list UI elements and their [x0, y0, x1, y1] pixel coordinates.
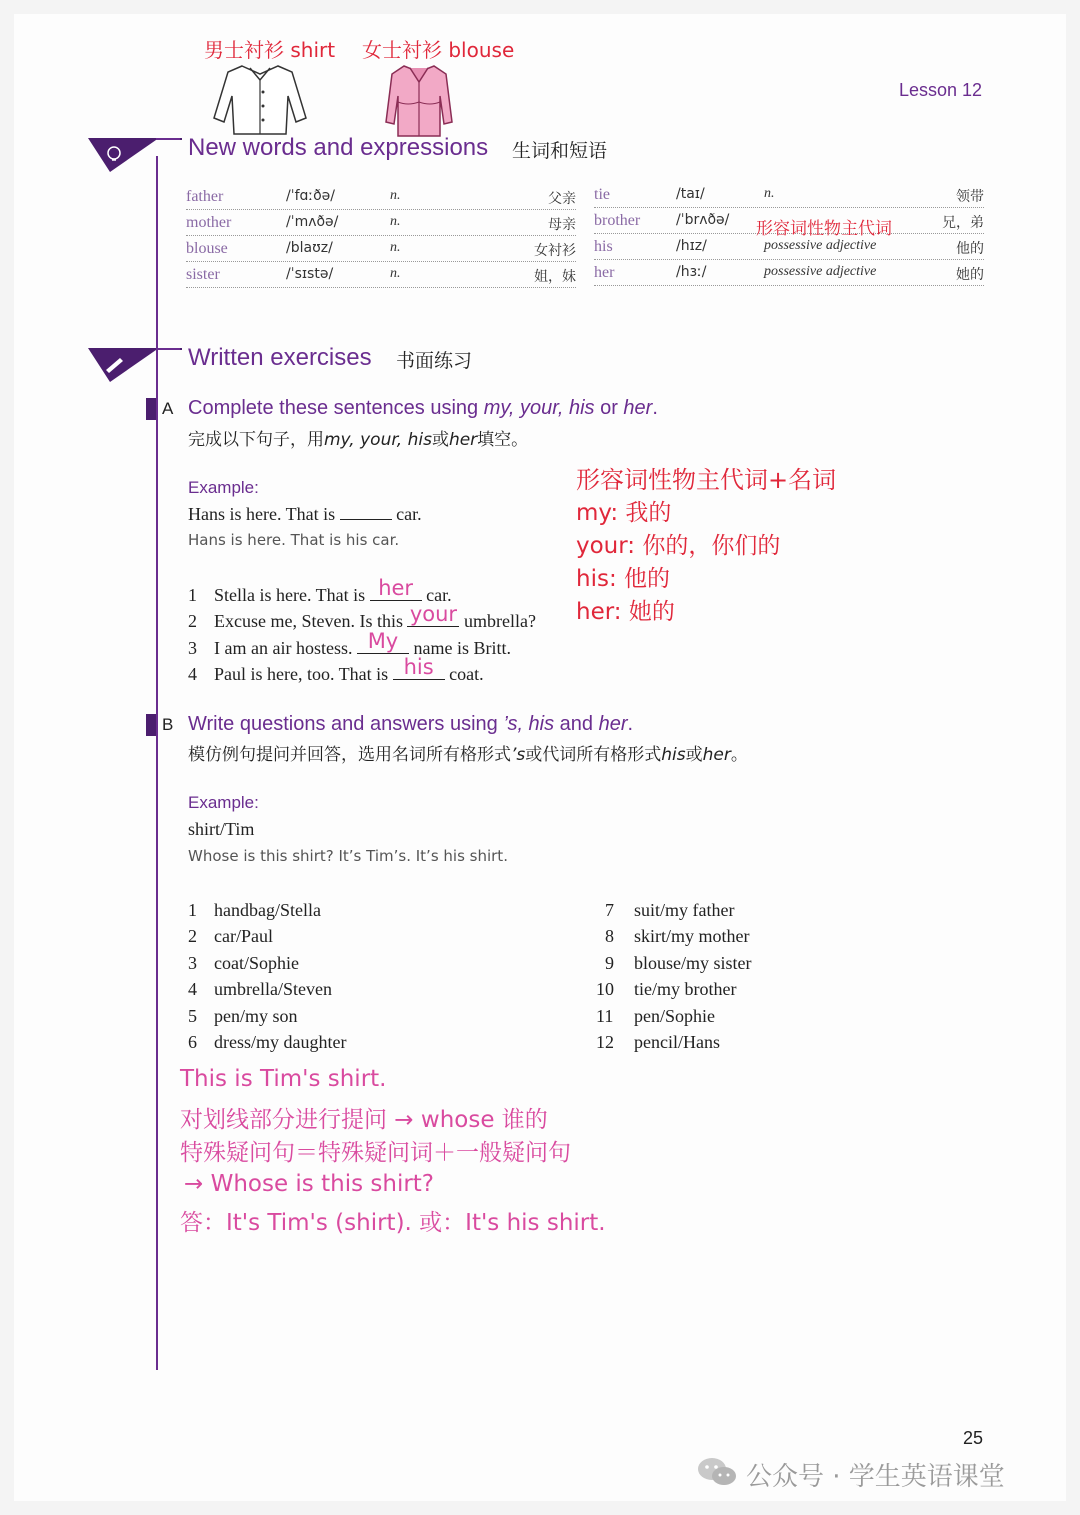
vocab-pos: n.: [390, 240, 401, 255]
note-my: my: 我的: [576, 500, 672, 526]
section-b-marker: [146, 714, 156, 736]
list-item: [188, 950, 346, 976]
written-title: Written exercises: [188, 344, 372, 371]
section-b-example-answer: Whose is this shirt? It’s Tim’s. It’s his shirt.: [188, 847, 508, 865]
section-a-example-label: Example:: [188, 478, 259, 497]
shirt-illustration: [210, 60, 310, 138]
list-item: [596, 976, 752, 1002]
item-number: 7: [605, 900, 614, 920]
vocab-ipa: /hɜː/: [676, 264, 707, 280]
vocab-ipa: /hɪz/: [676, 238, 707, 254]
item-number: 5: [188, 1005, 197, 1026]
list-item: [596, 1029, 752, 1055]
exercise-a-item: [188, 655, 484, 685]
vocab-cn: 父亲: [548, 191, 576, 207]
handwritten-answer: your: [409, 602, 458, 626]
wechat-icon: [696, 1454, 738, 1490]
item-text: Stella is here. That is: [214, 585, 366, 605]
subtitle-text: 或: [431, 430, 449, 450]
vocab-cn: 姐，妹: [534, 269, 576, 285]
title-text: .: [652, 397, 658, 419]
watermark: 公众号 · 学生英语课堂: [746, 1462, 1005, 1492]
title-words: ’s, his: [503, 713, 555, 735]
note-b-whose: 对划线部分进行提问 → whose 谁的: [180, 1107, 548, 1133]
subtitle-words: my, your, his: [324, 430, 432, 450]
answer-blank[interactable]: [393, 655, 445, 680]
section-a-subtitle: [188, 425, 528, 450]
vocab-cn: 领带: [956, 189, 984, 205]
section-b-left-list: [188, 897, 346, 1055]
list-item: [596, 950, 752, 976]
exercise-a-item: [188, 629, 511, 659]
vocab-word: mother: [186, 214, 232, 231]
item-number: 2: [188, 926, 197, 947]
item-text: umbrella?: [463, 611, 536, 631]
item-number: 1: [188, 585, 197, 605]
shirt-label: 男士衬衫 shirt: [204, 38, 336, 62]
item-number: 4: [188, 664, 197, 684]
item-text: pen/Sophie: [634, 1005, 715, 1026]
vocab-word: father: [186, 188, 224, 205]
list-item: [188, 1003, 346, 1029]
item-text: Excuse me, Steven. Is this: [214, 611, 403, 631]
vocab-row: [594, 234, 984, 260]
subtitle-words: her: [702, 745, 731, 765]
vocab-word: blouse: [186, 240, 228, 257]
note-b-statement: This is Tim's shirt.: [180, 1066, 387, 1092]
example-blank: [340, 504, 392, 520]
item-text: handbag/Stella: [214, 900, 321, 920]
section-b-example-question: shirt/Tim: [188, 819, 255, 839]
written-title-cn: 书面练习: [396, 350, 473, 372]
title-text: .: [627, 713, 634, 735]
item-number: 4: [188, 979, 197, 1000]
item-text: suit/my father: [634, 900, 735, 920]
item-text: I am an air hostess.: [214, 638, 353, 658]
note-his: his: 他的: [576, 566, 671, 592]
vocab-word: her: [594, 264, 615, 281]
section-b-right-list: [596, 897, 752, 1055]
subtitle-text: 或代词所有格形式: [525, 745, 662, 765]
item-number: 1: [188, 900, 197, 920]
list-item: [188, 897, 346, 923]
example-text: car.: [396, 504, 422, 524]
note-b-rule: 特殊疑问句＝特殊疑问词＋一般疑问句: [180, 1140, 571, 1166]
item-text: pencil/Hans: [634, 1032, 720, 1053]
list-item: [596, 897, 752, 923]
vocab-ipa: /ˈbrʌðə/: [676, 212, 730, 228]
new-words-title-cn: 生词和短语: [512, 140, 608, 162]
item-number: 9: [605, 952, 614, 973]
item-text: name is Britt.: [413, 638, 511, 658]
handwritten-answer: My: [367, 629, 399, 653]
section-a-marker: [146, 398, 156, 420]
exercise-a-item: [188, 602, 536, 632]
section-a-example-question: [188, 504, 422, 525]
item-text: car.: [426, 585, 452, 605]
vocab-row: [186, 210, 576, 236]
vocab-pos: n.: [390, 214, 401, 229]
vocab-cn: 母亲: [548, 217, 576, 233]
handwritten-answer: her: [378, 576, 414, 600]
vocab-pos: possessive adjective: [764, 264, 877, 279]
vocab-row: [186, 184, 576, 210]
section-b-subtitle: [188, 740, 748, 765]
title-words: her: [623, 397, 653, 419]
list-item: [596, 1003, 752, 1029]
answer-blank[interactable]: [370, 576, 422, 601]
vocab-word: sister: [186, 266, 220, 283]
vocab-ipa: /blaʊz/: [286, 240, 333, 256]
vocab-word: brother: [594, 212, 641, 229]
vocab-row: [186, 236, 576, 262]
item-text: coat/Sophie: [214, 952, 299, 973]
subtitle-text: 。: [730, 745, 748, 765]
section-a-letter: A: [162, 399, 174, 418]
vocab-ipa: /taɪ/: [676, 186, 705, 202]
new-words-title: New words and expressions: [188, 134, 489, 161]
item-text: skirt/my mother: [634, 926, 750, 947]
note-possessive: 形容词性物主代词+名词: [576, 466, 837, 494]
title-text: Write questions and answers using: [188, 713, 504, 735]
vocab-cn: 他的: [956, 241, 984, 257]
title-text: Complete these sentences using: [188, 397, 484, 419]
section-a-example-answer: Hans is here. That is his car.: [188, 531, 400, 549]
vocab-row: [594, 208, 984, 239]
item-number: 12: [596, 1032, 614, 1053]
vocab-row: [594, 182, 984, 208]
vocab-right: [594, 182, 984, 292]
item-text: tie/my brother: [634, 979, 737, 1000]
header-bar: [156, 138, 180, 140]
subtitle-text: 填空。: [477, 430, 529, 450]
vocab-handwritten-note: 形容词性物主代词: [756, 219, 892, 239]
title-words: my, your, his: [483, 397, 595, 419]
lesson-label: Lesson 12: [899, 80, 983, 100]
section-b-example-label: Example:: [188, 793, 259, 812]
blouse-label: 女士衬衫 blouse: [362, 38, 515, 62]
blouse-illustration: [384, 62, 454, 140]
list-item: [188, 923, 346, 949]
vocab-ipa: /ˈfɑːðə/: [286, 188, 335, 204]
item-text: Paul is here, too. That is: [214, 664, 389, 684]
item-number: 6: [188, 1032, 197, 1053]
vocab-row: [594, 260, 984, 286]
vocab-row: [186, 262, 576, 288]
vocab-ipa: /ˈmʌðə/: [286, 214, 339, 230]
item-text: umbrella/Steven: [214, 979, 332, 1000]
vocab-pos: n.: [390, 188, 401, 203]
item-text: blouse/my sister: [634, 952, 752, 973]
item-number: 11: [596, 1005, 614, 1026]
list-item: [188, 1029, 346, 1055]
vocab-cn: 女衬衫: [534, 243, 576, 259]
vocab-cn: 她的: [956, 267, 984, 283]
item-number: 2: [188, 611, 197, 631]
item-text: dress/my daughter: [214, 1032, 347, 1053]
section-b-letter: B: [162, 715, 174, 734]
item-number: 3: [188, 952, 197, 973]
list-item: [188, 976, 346, 1002]
example-text: Hans is here. That is: [188, 504, 336, 524]
note-her: her: 她的: [576, 599, 675, 625]
vocab-pos: n.: [390, 266, 401, 281]
subtitle-words: her: [448, 430, 478, 450]
lightbulb-icon: [86, 136, 182, 176]
item-text: pen/my son: [214, 1005, 298, 1026]
answer-blank[interactable]: [357, 629, 409, 654]
vocab-word: tie: [594, 186, 610, 203]
vocab-cn: 兄，弟: [942, 215, 984, 231]
item-text: coat.: [449, 664, 484, 684]
vocab-pos: n.: [764, 186, 775, 201]
header-bar: [156, 348, 180, 350]
subtitle-words: ’s: [511, 745, 526, 765]
subtitle-text: 或: [685, 745, 703, 765]
title-text: or: [594, 397, 624, 419]
page-number: 25: [963, 1428, 984, 1448]
note-b-question: → Whose is this shirt?: [184, 1171, 435, 1197]
note-your: your: 你的，你们的: [576, 533, 781, 559]
vocab-pos: possessive adjective: [764, 238, 877, 253]
list-item: [596, 923, 752, 949]
item-text: car/Paul: [214, 926, 273, 947]
margin-rule: [156, 156, 158, 1370]
vocab-left: [186, 184, 576, 294]
section-a-title: [188, 397, 658, 420]
note-b-answer: 答：It's Tim's (shirt). 或：It's his shirt.: [180, 1210, 606, 1236]
section-b-title: [188, 713, 633, 736]
subtitle-words: his: [661, 745, 686, 765]
item-number: 10: [596, 979, 614, 1000]
title-text: and: [554, 713, 599, 735]
vocab-word: his: [594, 238, 613, 255]
item-number: 3: [188, 638, 197, 658]
pencil-icon: [86, 346, 182, 386]
subtitle-text: 模仿例句提问并回答，选用名词所有格形式: [188, 745, 511, 765]
title-words: her: [598, 713, 628, 735]
item-number: 8: [605, 926, 614, 947]
vocab-ipa: /ˈsɪstə/: [286, 266, 334, 282]
answer-blank[interactable]: [407, 602, 459, 627]
handwritten-answer: his: [403, 655, 434, 679]
subtitle-text: 完成以下句子，用: [188, 430, 324, 450]
